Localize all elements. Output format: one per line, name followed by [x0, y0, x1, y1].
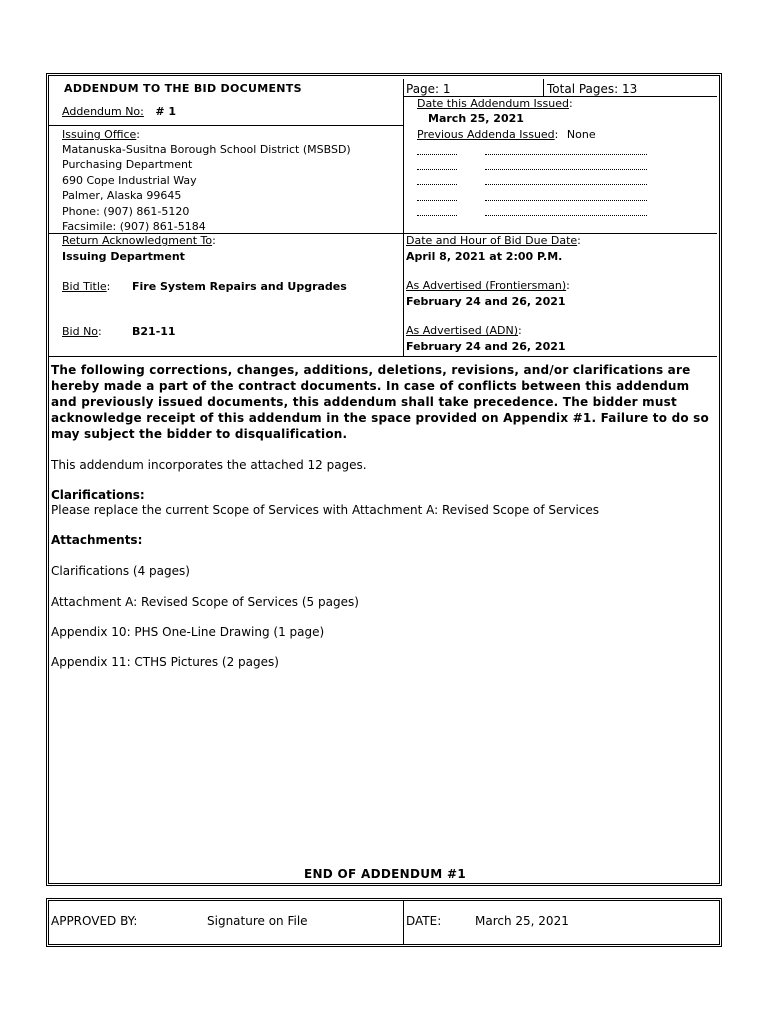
bid-no-label: Bid No [62, 325, 99, 338]
attachment-item: Attachment A: Revised Scope of Services (5 pages) [51, 595, 359, 609]
blank-line [417, 169, 457, 170]
approval-date-value: March 25, 2021 [475, 914, 569, 928]
approval-divider [403, 901, 404, 944]
attachments-heading: Attachments: [51, 533, 143, 547]
approval-date-label: DATE: [406, 914, 442, 928]
blank-line [417, 184, 457, 185]
blank-line [485, 200, 647, 201]
office-line: Phone: (907) 861-5120 [62, 205, 190, 218]
attachment-item: Clarifications (4 pages) [51, 564, 190, 578]
date-issued-value: March 25, 2021 [428, 112, 524, 125]
grid-vertical-divider [403, 79, 404, 356]
blank-line [485, 154, 647, 155]
blank-line [485, 184, 647, 185]
advertised-adn-value: February 24 and 26, 2021 [406, 340, 566, 353]
blank-line [417, 215, 457, 216]
office-line: Matanuska-Susitna Borough School District (MSBSD) [62, 143, 351, 156]
incorporates-text: This addendum incorporates the attached 12 pages. [51, 458, 367, 472]
bid-due-value: April 8, 2021 at 2:00 P.M. [406, 250, 563, 263]
office-line: Facsimile: (907) 861-5184 [62, 220, 206, 233]
previous-addenda-row: Previous Addenda Issued: None [417, 128, 596, 141]
intro-paragraph: The following corrections, changes, additions, deletions, revisions, and/or clarifications are hereby made a part of the contract documents. In case of conflicts between this addendum and previously issued documents, this addendum shall take precedence. The bidder must acknowledge receipt of this addendum in the space provided on Appendix #1. Failure to do so may subject the bidder to disqualification. [51, 363, 709, 441]
return-ack-row: Return Acknowledgment To: [62, 234, 216, 247]
advertised-frontiersman-label: As Advertised (Frontiersman) [406, 279, 567, 292]
grid-page-divider [543, 79, 544, 96]
previous-addenda-label: Previous Addenda Issued [417, 128, 555, 141]
return-ack-value: Issuing Department [62, 250, 185, 263]
form-title: ADDENDUM TO THE BID DOCUMENTS [64, 82, 302, 95]
approval-box [46, 898, 722, 947]
clarifications-text: Please replace the current Scope of Services with Attachment A: Revised Scope of Services [51, 503, 600, 517]
office-line: 690 Cope Industrial Way [62, 174, 197, 187]
addendum-no-row [62, 105, 176, 119]
bid-title-label: Bid Title [62, 280, 107, 293]
clarifications-heading: Clarifications: [51, 488, 145, 502]
bid-title-row: Bid Title: [62, 280, 111, 293]
issuing-office-label: Issuing Office [62, 128, 137, 141]
addendum-no-label: Addendum No: [62, 105, 144, 118]
grid-line-2 [49, 125, 403, 126]
date-issued-row: Date this Addendum Issued: [417, 97, 573, 110]
blank-line [417, 200, 457, 201]
page-number: Page: 1 [406, 82, 451, 96]
previous-addenda-value: None [566, 128, 596, 141]
approved-by-label: APPROVED BY: [51, 914, 138, 928]
attachment-item: Appendix 11: CTHS Pictures (2 pages) [51, 655, 279, 669]
advertised-adn-row: As Advertised (ADN): [406, 324, 522, 337]
date-issued-label: Date this Addendum Issued [417, 97, 569, 110]
bid-title-value: Fire System Repairs and Upgrades [132, 280, 347, 293]
office-line: Purchasing Department [62, 158, 193, 171]
bid-due-label: Date and Hour of Bid Due Date [406, 234, 578, 247]
return-ack-label: Return Acknowledgment To [62, 234, 213, 247]
blank-line [485, 215, 647, 216]
bid-due-row: Date and Hour of Bid Due Date: [406, 234, 581, 247]
grid-line-4 [49, 356, 717, 357]
advertised-frontiersman-row: As Advertised (Frontiersman): [406, 279, 570, 292]
office-line: Palmer, Alaska 99645 [62, 189, 182, 202]
end-of-addendum: END OF ADDENDUM #1 [303, 867, 467, 881]
total-pages: Total Pages: 13 [547, 82, 638, 96]
bid-no-value: B21-11 [132, 325, 176, 338]
addendum-no-value: # 1 [155, 105, 177, 118]
issuing-office-heading: Issuing Office: [62, 128, 141, 141]
advertised-frontiersman-value: February 24 and 26, 2021 [406, 295, 566, 308]
blank-line [417, 154, 457, 155]
attachment-item: Appendix 10: PHS One-Line Drawing (1 page) [51, 625, 325, 639]
bid-no-row: Bid No: [62, 325, 102, 338]
blank-line [485, 169, 647, 170]
advertised-adn-label: As Advertised (ADN) [406, 324, 519, 337]
approved-by-value: Signature on File [207, 914, 308, 928]
